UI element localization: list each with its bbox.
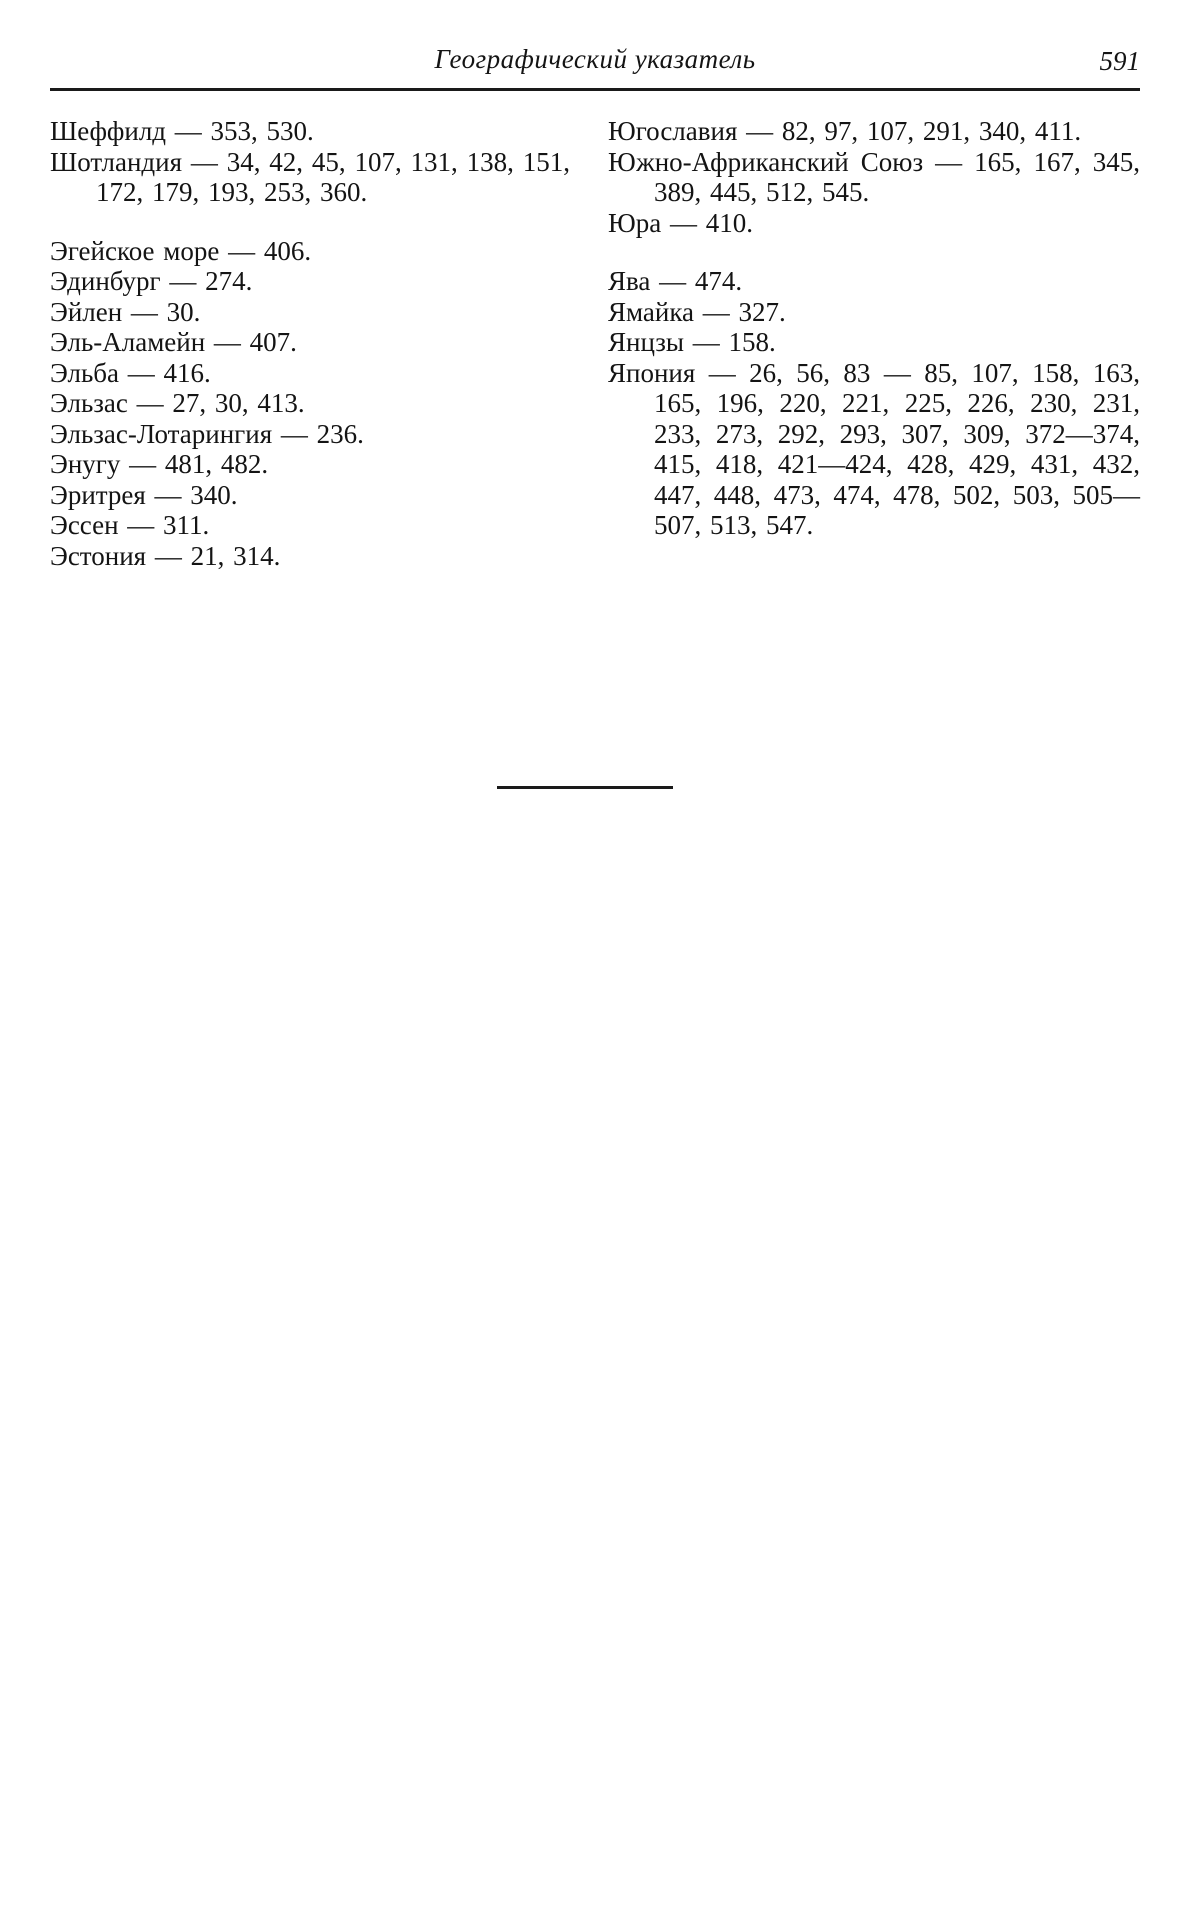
index-entry: Япония — 26, 56, 83 — 85, 107, 158, 163, 165, 196, 220, 221, 225, 226, 230, 231, 233, 273, 292, 293, 307, 309, 372—374, 415, 418, 421—424, 428, 429, 431, 432, 447, 448, 473, 474, 478, 502, 503, 505—507, 513, 547.	[608, 357, 1140, 540]
index-entry: Янцзы — 158.	[608, 327, 776, 357]
index-entry: Эльзас — 27, 30, 413.	[50, 388, 305, 418]
index-entry: Ява — 474.	[608, 266, 743, 296]
index-column-left	[50, 116, 570, 571]
running-header	[50, 44, 1140, 84]
index-entry: Эгейское море — 406.	[50, 235, 312, 266]
index-entry: Шотландия — 34, 42, 45, 107, 131, 138, 151, 172, 179, 193, 253, 360.	[50, 146, 570, 207]
index-entry: Эльба — 416.	[50, 357, 211, 388]
index-entry: Шеффилд — 353, 530.	[50, 116, 314, 146]
index-entry: Энугу — 481, 482.	[50, 449, 269, 479]
index-group-e	[50, 236, 570, 572]
index-entry: Эстония — 21, 314.	[50, 540, 281, 571]
index-entry: Эль-Аламейн — 407.	[50, 327, 297, 357]
index-entry: Южно-Африканский Союз — 165, 167, 345, 389, 445, 512, 545.	[608, 146, 1140, 207]
index-entry: Эльзас-Лотарингия — 236.	[50, 418, 364, 449]
index-entry: Ямайка — 327.	[608, 296, 786, 327]
index-entry: Эссен — 311.	[50, 510, 210, 540]
index-group-ya	[608, 266, 1140, 541]
index-entry: Эдинбург — 274.	[50, 266, 253, 296]
running-title: Географический указатель	[434, 44, 756, 74]
index-group-yu	[608, 116, 1140, 238]
end-rule	[497, 786, 673, 789]
header-rule	[50, 88, 1140, 91]
index-group-sh	[50, 116, 570, 208]
index-entry: Эритрея — 340.	[50, 479, 238, 510]
index-entry: Эйлен — 30.	[50, 296, 201, 327]
index-column-right	[608, 116, 1140, 541]
page-number: 591	[1099, 46, 1140, 76]
index-entry: Юра — 410.	[608, 207, 753, 238]
index-entry: Югославия — 82, 97, 107, 291, 340, 411.	[608, 116, 1082, 146]
